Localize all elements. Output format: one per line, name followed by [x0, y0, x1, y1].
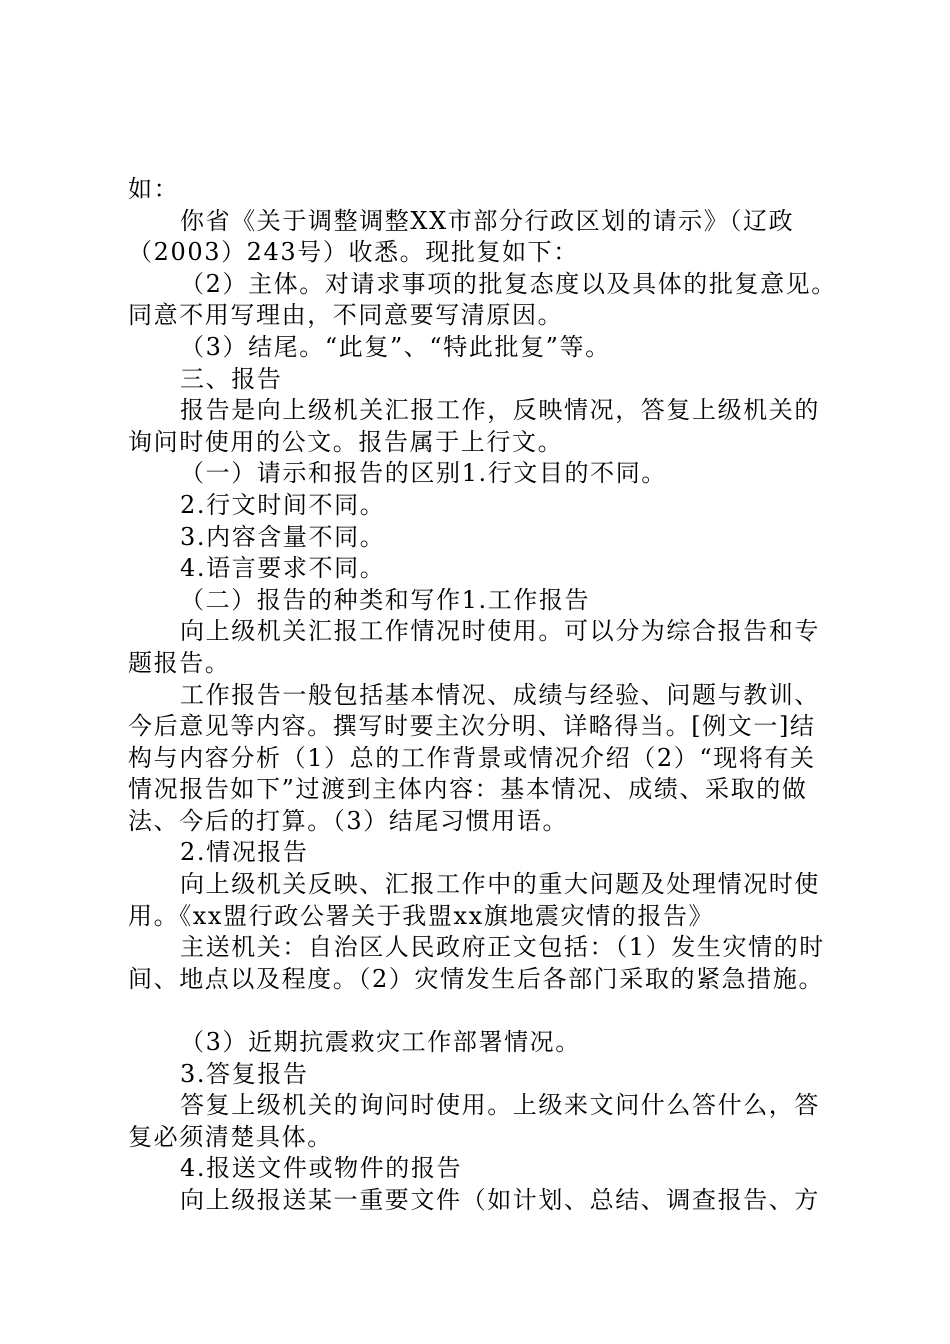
text-line: 2.情况报告 — [180, 838, 309, 867]
text-line: 同意不用写理由，不同意要写清原因。 — [128, 301, 564, 330]
text-line: 向上级机关汇报工作情况时使用。可以分为综合报告和专 — [180, 617, 820, 646]
text-line: （2）主体。对请求事项的批复态度以及具体的批复意见。 — [180, 269, 837, 298]
text-line: 今后意见等内容。撰写时要主次分明、详略得当。[例文一]结 — [128, 712, 816, 741]
text-line: 询问时使用的公文。报告属于上行文。 — [128, 427, 564, 456]
text-line: 主送机关：自治区人民政府正文包括：（1）发生灾情的时 — [180, 933, 825, 962]
text-line: 答复上级机关的询问时使用。上级来文问什么答什么，答 — [180, 1091, 820, 1120]
text-line: 复必须清楚具体。 — [128, 1122, 333, 1151]
text-line: 构与内容分析（1）总的工作背景或情况介绍（2）“现将有关 — [128, 743, 816, 772]
text-line: 题报告。 — [128, 648, 231, 677]
text-line: 2.行文时间不同。 — [180, 490, 386, 519]
text-line: 工作报告一般包括基本情况、成绩与经验、问题与教训、 — [180, 680, 820, 709]
blank-line — [128, 995, 836, 1027]
text-line: 报告是向上级机关汇报工作，反映情况，答复上级机关的 — [180, 396, 820, 425]
text-line: 向上级机关反映、汇报工作中的重大问题及处理情况时使 — [180, 870, 820, 899]
text-line: 情况报告如下”过渡到主体内容：基本情况、成绩、采取的做 — [128, 775, 808, 804]
text-line: 如： — [128, 175, 180, 203]
text-line: （2003）243号）收悉。现批复如下： — [128, 238, 579, 267]
text-line: 法、今后的打算。（3）结尾习惯用语。 — [128, 806, 569, 835]
document-body — [128, 174, 836, 1217]
text-line: 间、地点以及程度。（2）灾情发生后各部门采取的紧急措施。 — [128, 964, 825, 993]
text-line: 4.报送文件或物件的报告 — [180, 1154, 463, 1183]
text-line: （3）近期抗震救灾工作部署情况。 — [180, 1028, 581, 1057]
text-line: 你省《关于调整调整XX市部分行政区划的请示》（辽政 — [180, 206, 795, 235]
text-line: 向上级报送某一重要文件（如计划、总结、调查报告、方 — [180, 1186, 820, 1214]
text-line: （一）请示和报告的区别1.行文目的不同。 — [180, 459, 667, 488]
text-line: 3.内容含量不同。 — [180, 522, 386, 551]
text-line: 用。《xx盟行政公署关于我盟xx旗地震灾情的报告》 — [128, 901, 715, 930]
text-line: （二）报告的种类和写作1.工作报告 — [180, 585, 591, 614]
text-line: 4.语言要求不同。 — [180, 554, 386, 583]
text-line: 3.答复报告 — [180, 1059, 309, 1088]
section-heading: 三、报告 — [180, 364, 283, 393]
text-line: （3）结尾。“此复”、“特此批复”等。 — [180, 332, 611, 361]
